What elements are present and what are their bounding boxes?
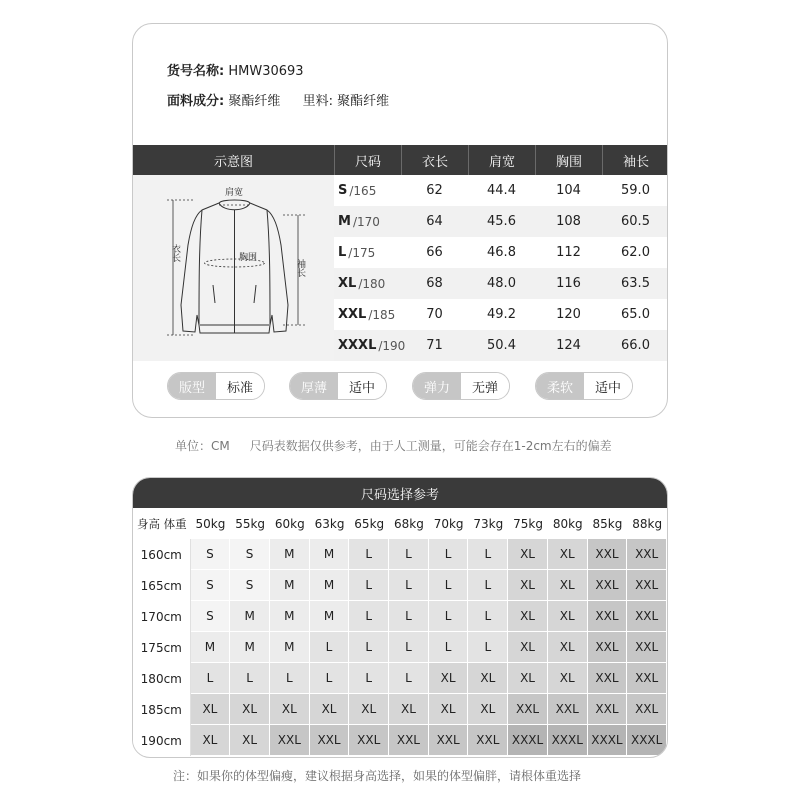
size-cell: XXL [349, 725, 389, 756]
size-cell: XXL [548, 694, 588, 725]
size-label: XL [338, 276, 357, 291]
chest-cell: 124 [556, 338, 581, 353]
size-cell: XXL [627, 632, 667, 663]
size-cell: L [349, 601, 389, 632]
weight-header: 55kg [235, 516, 266, 531]
table-row [334, 268, 668, 299]
product-code-value: HMW30693 [228, 64, 304, 79]
size-table-header [133, 145, 668, 175]
size-cell: M [310, 570, 350, 601]
size-cell: XXL [588, 663, 628, 694]
size-cell: L [349, 539, 389, 570]
weight-header: 68kg [394, 516, 424, 531]
table-row [133, 694, 667, 725]
size-cell: XXXL [627, 725, 667, 756]
size-cell: M [191, 632, 231, 663]
attribute-key: 版型 [168, 373, 216, 399]
size-cell: S [191, 539, 231, 570]
size-cell: XXL [627, 601, 667, 632]
size-cell: M [230, 601, 270, 632]
size-cell: XXL [468, 725, 508, 756]
fabric-value: 聚酯纤维 [228, 94, 281, 109]
size-cell: XL [270, 694, 310, 725]
size-cell: L [270, 663, 310, 694]
attribute-elasticity [412, 372, 510, 400]
table-row [334, 237, 668, 268]
weight-header: 65kg [354, 516, 385, 531]
sleeve-cell: 62.0 [621, 245, 650, 260]
size-cell: XXXL [508, 725, 548, 756]
diagram-label-length: 衣长 [170, 244, 180, 262]
size-cell: S [230, 539, 270, 570]
size-cell: L [230, 663, 270, 694]
table-row [133, 632, 667, 663]
size-cell: XXL [429, 725, 469, 756]
size-cell: L [310, 663, 350, 694]
size-cell: XL [508, 632, 548, 663]
size-cell: XXL [588, 539, 628, 570]
weight-header: 63kg [314, 516, 345, 531]
size-cell: XXL [508, 694, 548, 725]
unit-note: 单位：CM [175, 439, 230, 453]
size-cell: L [429, 632, 469, 663]
fabric-label: 面料成分: [167, 94, 225, 109]
size-cell: XL [429, 663, 469, 694]
header-diagram: 示意图 [213, 154, 253, 170]
header-size: 尺码 [334, 145, 401, 175]
height-label: 180cm [133, 663, 191, 694]
size-cell: XXL [627, 694, 667, 725]
chest-cell: 104 [556, 183, 581, 198]
height-label: 175cm [133, 632, 191, 663]
chest-cell: 120 [556, 307, 581, 322]
size-cell: L [389, 632, 429, 663]
size-info-card [132, 23, 668, 418]
weight-header: 85kg [592, 516, 623, 531]
attribute-value: 适中 [338, 373, 386, 399]
measurement-note [175, 437, 612, 454]
shoulder-cell: 48.0 [487, 276, 516, 291]
size-cell: XXL [588, 632, 628, 663]
size-cell: XL [548, 570, 588, 601]
table-row [133, 663, 667, 694]
weight-header: 73kg [473, 516, 504, 531]
jacket-outline-icon [133, 175, 334, 361]
size-rows [334, 175, 668, 361]
size-cell: XL [548, 632, 588, 663]
header-shoulder: 肩宽 [468, 145, 535, 175]
height-label: /175 [348, 245, 376, 260]
size-cell: XL [508, 539, 548, 570]
height-label: 185cm [133, 694, 191, 725]
size-cell: XL [429, 694, 469, 725]
height-label: /190 [378, 338, 406, 353]
size-cell: XXXL [548, 725, 588, 756]
attribute-key: 柔软 [536, 373, 584, 399]
size-label: M [338, 214, 351, 229]
size-cell: L [310, 632, 350, 663]
size-cell: L [429, 570, 469, 601]
size-cell: XXL [627, 663, 667, 694]
size-guide-header [133, 508, 667, 539]
diagram-label-sleeve: 袖长 [295, 259, 305, 277]
size-cell: XXL [310, 725, 350, 756]
size-cell: XL [310, 694, 350, 725]
size-cell: M [270, 539, 310, 570]
size-cell: L [349, 663, 389, 694]
size-guide-card [132, 477, 668, 758]
attribute-value: 无弹 [461, 373, 509, 399]
size-cell: XL [230, 725, 270, 756]
size-cell: L [468, 539, 508, 570]
attribute-key: 弹力 [413, 373, 461, 399]
shoulder-cell: 46.8 [487, 245, 516, 260]
shoulder-cell: 49.2 [487, 307, 516, 322]
chest-cell: 108 [556, 214, 581, 229]
header-length: 衣长 [401, 145, 468, 175]
size-cell: XXL [627, 570, 667, 601]
size-cell: M [270, 570, 310, 601]
size-cell: XXXL [588, 725, 628, 756]
size-cell: M [270, 601, 310, 632]
length-cell: 71 [426, 338, 443, 353]
height-label: /165 [349, 183, 377, 198]
length-cell: 66 [426, 245, 443, 260]
size-table [133, 145, 668, 361]
size-cell: XL [548, 601, 588, 632]
sleeve-cell: 59.0 [621, 183, 650, 198]
size-guide-body [133, 539, 667, 756]
size-cell: L [191, 663, 231, 694]
size-cell: M [310, 539, 350, 570]
attribute-value: 标准 [216, 373, 264, 399]
size-cell: L [468, 570, 508, 601]
size-label: XXL [338, 307, 367, 322]
table-row [133, 570, 667, 601]
size-cell: XL [508, 570, 548, 601]
size-cell: L [389, 539, 429, 570]
length-cell: 70 [426, 307, 443, 322]
size-cell: L [429, 539, 469, 570]
size-cell: XXL [270, 725, 310, 756]
size-cell: L [468, 632, 508, 663]
size-cell: L [429, 601, 469, 632]
size-cell: XL [508, 663, 548, 694]
table-row [133, 725, 667, 756]
size-cell: L [389, 570, 429, 601]
height-label: /180 [358, 276, 386, 291]
sleeve-cell: 66.0 [621, 338, 650, 353]
height-label: 170cm [133, 601, 191, 632]
attribute-softness [535, 372, 633, 400]
table-row [334, 299, 668, 330]
size-cell: M [230, 632, 270, 663]
weight-header: 70kg [433, 516, 464, 531]
table-row [334, 175, 668, 206]
header-chest: 胸围 [535, 145, 602, 175]
size-cell: XL [508, 601, 548, 632]
height-label: /185 [368, 307, 396, 322]
weight-header: 50kg [195, 516, 226, 531]
jacket-diagram [133, 175, 334, 361]
attribute-fit [167, 372, 265, 400]
size-cell: S [191, 601, 231, 632]
table-row [133, 539, 667, 570]
shoulder-cell: 50.4 [487, 338, 516, 353]
selection-tip: 注：如果你的体型偏瘦，建议根据身高选择，如果的体型偏胖，请根体重选择 [173, 769, 582, 783]
weight-header: 88kg [632, 516, 663, 531]
size-cell: S [191, 570, 231, 601]
size-cell: L [349, 632, 389, 663]
attribute-thickness [289, 372, 387, 400]
length-cell: 62 [426, 183, 443, 198]
size-cell: XXL [588, 694, 628, 725]
table-row [133, 601, 667, 632]
size-cell: L [389, 663, 429, 694]
size-cell: M [270, 632, 310, 663]
height-label: 165cm [133, 570, 191, 601]
table-row [334, 330, 668, 361]
size-cell: XL [191, 725, 231, 756]
sleeve-cell: 63.5 [621, 276, 650, 291]
size-cell: XL [230, 694, 270, 725]
sleeve-cell: 65.0 [621, 307, 650, 322]
size-label: S [338, 183, 348, 198]
sleeve-cell: 60.5 [621, 214, 650, 229]
size-guide-title: 尺码选择参考 [133, 478, 667, 508]
weight-header: 75kg [513, 516, 543, 531]
size-cell: XL [548, 663, 588, 694]
size-cell: XXL [389, 725, 429, 756]
size-cell: XL [548, 539, 588, 570]
size-label: XXXL [338, 338, 377, 353]
attribute-pills [133, 372, 668, 402]
length-cell: 64 [426, 214, 443, 229]
chest-cell: 112 [556, 245, 581, 260]
attribute-value: 适中 [584, 373, 632, 399]
height-label: 190cm [133, 725, 191, 756]
size-cell: XXL [627, 539, 667, 570]
size-cell: L [349, 570, 389, 601]
length-cell: 68 [426, 276, 443, 291]
diagram-label-chest: 胸围 [238, 253, 258, 263]
fabric-line [167, 90, 389, 109]
size-cell: L [468, 601, 508, 632]
size-cell: XL [191, 694, 231, 725]
size-cell: XL [389, 694, 429, 725]
diagram-label-shoulder: 肩宽 [224, 188, 244, 198]
size-label: L [338, 245, 347, 260]
attribute-key: 厚薄 [290, 373, 338, 399]
lining-label: 里料: [302, 94, 334, 109]
weight-header: 60kg [274, 516, 305, 531]
size-cell: S [230, 570, 270, 601]
deviation-note: 尺码表数据仅供参考，由于人工测量，可能会存在1-2cm左右的偏差 [249, 439, 612, 453]
table-row [334, 206, 668, 237]
shoulder-cell: 45.6 [487, 214, 516, 229]
height-label: 160cm [133, 539, 191, 570]
size-cell: XXL [588, 570, 628, 601]
height-label: /170 [352, 214, 380, 229]
lining-value: 聚酯纤维 [337, 94, 390, 109]
size-cell: XXL [588, 601, 628, 632]
product-code-line [167, 60, 304, 79]
shoulder-cell: 44.4 [487, 183, 516, 198]
size-cell: XL [349, 694, 389, 725]
corner-label: 身高 体重 [136, 516, 187, 531]
size-cell: L [389, 601, 429, 632]
chest-cell: 116 [556, 276, 581, 291]
size-cell: XL [468, 694, 508, 725]
weight-header: 80kg [552, 516, 583, 531]
size-cell: XL [468, 663, 508, 694]
header-sleeve: 袖长 [602, 145, 668, 175]
size-cell: M [310, 601, 350, 632]
product-code-label: 货号名称: [167, 64, 225, 79]
